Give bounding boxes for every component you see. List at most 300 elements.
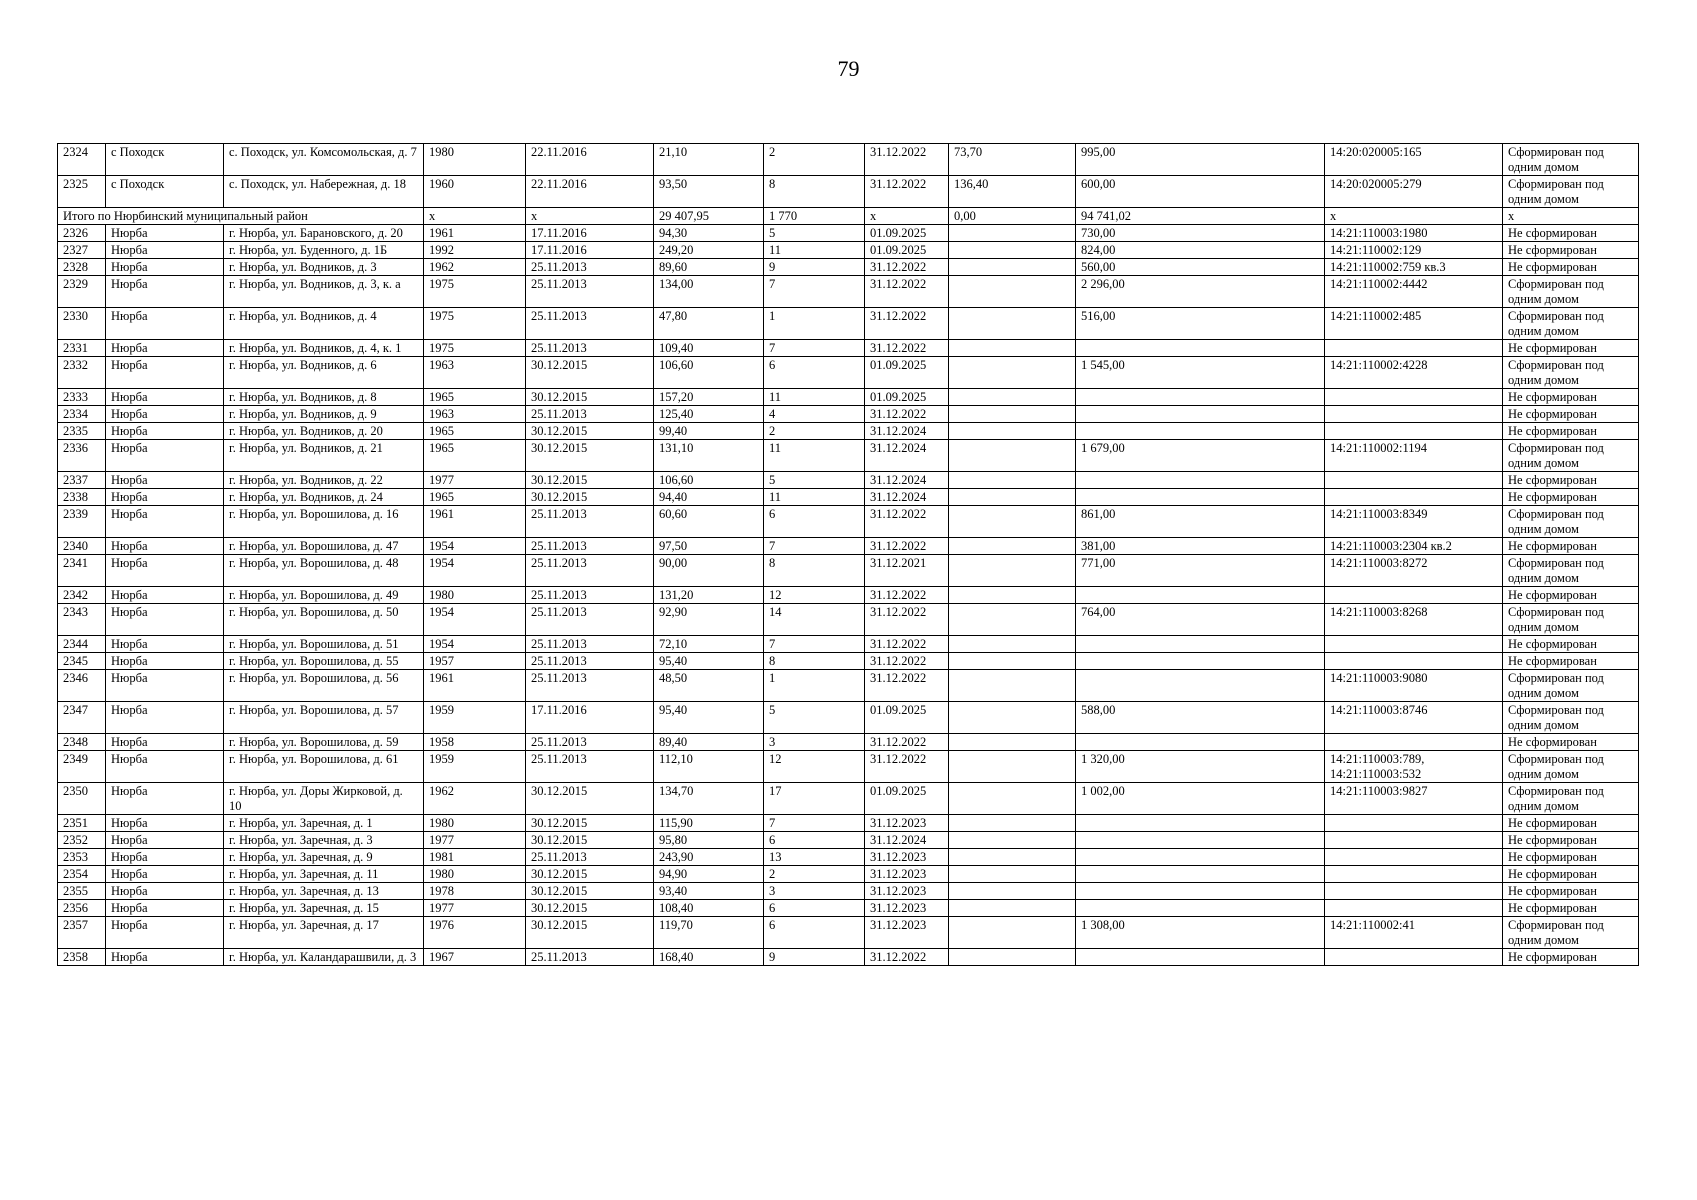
relocation-date-cell: 31.12.2024 bbox=[865, 489, 949, 506]
land-status-cell: Не сформирован bbox=[1503, 883, 1639, 900]
cadastral-number-cell bbox=[1325, 653, 1503, 670]
residents-cell: 6 bbox=[764, 917, 865, 949]
cadastral-number-cell bbox=[1325, 587, 1503, 604]
land-status-cell: Не сформирован bbox=[1503, 900, 1639, 917]
settlement-cell: Нюрба bbox=[106, 406, 224, 423]
cell-col-10: 600,00 bbox=[1076, 176, 1325, 208]
cell-col-10: 824,00 bbox=[1076, 242, 1325, 259]
residents-cell: 6 bbox=[764, 900, 865, 917]
land-status-cell: Не сформирован bbox=[1503, 340, 1639, 357]
residents-cell: 9 bbox=[764, 949, 865, 966]
area-cell: 168,40 bbox=[654, 949, 764, 966]
table-row bbox=[58, 917, 1639, 949]
area-cell: 131,10 bbox=[654, 440, 764, 472]
address-cell: г. Нюрба, ул. Водников, д. 4, к. 1 bbox=[224, 340, 424, 357]
row-number-cell: 2325 bbox=[58, 176, 106, 208]
year-built-cell: 1961 bbox=[424, 225, 526, 242]
row-number-cell: 2355 bbox=[58, 883, 106, 900]
row-number-cell: 2343 bbox=[58, 604, 106, 636]
recognition-date-cell: 25.11.2013 bbox=[526, 406, 654, 423]
total-value-cell: x bbox=[865, 208, 949, 225]
settlement-cell: Нюрба bbox=[106, 538, 224, 555]
residents-cell: 17 bbox=[764, 783, 865, 815]
area-cell: 93,40 bbox=[654, 883, 764, 900]
address-cell: г. Нюрба, ул. Водников, д. 9 bbox=[224, 406, 424, 423]
residents-cell: 1 bbox=[764, 308, 865, 340]
residents-cell: 7 bbox=[764, 815, 865, 832]
cell-col-10 bbox=[1076, 815, 1325, 832]
table-row bbox=[58, 506, 1639, 538]
land-status-cell: Сформирован под одним домом bbox=[1503, 555, 1639, 587]
cadastral-number-cell bbox=[1325, 866, 1503, 883]
residents-cell: 12 bbox=[764, 751, 865, 783]
cell-col-10 bbox=[1076, 636, 1325, 653]
area-cell: 92,90 bbox=[654, 604, 764, 636]
cadastral-number-cell bbox=[1325, 734, 1503, 751]
year-built-cell: 1954 bbox=[424, 555, 526, 587]
cell-col-9 bbox=[949, 225, 1076, 242]
residents-cell: 11 bbox=[764, 389, 865, 406]
cadastral-number-cell bbox=[1325, 406, 1503, 423]
relocation-date-cell: 31.12.2022 bbox=[865, 259, 949, 276]
residents-cell: 3 bbox=[764, 734, 865, 751]
residents-cell: 2 bbox=[764, 423, 865, 440]
area-cell: 125,40 bbox=[654, 406, 764, 423]
table-row bbox=[58, 472, 1639, 489]
year-built-cell: 1963 bbox=[424, 406, 526, 423]
row-number-cell: 2340 bbox=[58, 538, 106, 555]
residents-cell: 7 bbox=[764, 636, 865, 653]
cell-col-10: 588,00 bbox=[1076, 702, 1325, 734]
table-row bbox=[58, 225, 1639, 242]
relocation-date-cell: 01.09.2025 bbox=[865, 389, 949, 406]
row-number-cell: 2358 bbox=[58, 949, 106, 966]
cadastral-number-cell bbox=[1325, 900, 1503, 917]
land-status-cell: Не сформирован bbox=[1503, 866, 1639, 883]
residents-cell: 5 bbox=[764, 702, 865, 734]
land-status-cell: Не сформирован bbox=[1503, 949, 1639, 966]
recognition-date-cell: 25.11.2013 bbox=[526, 849, 654, 866]
address-cell: г. Нюрба, ул. Водников, д. 21 bbox=[224, 440, 424, 472]
year-built-cell: 1960 bbox=[424, 176, 526, 208]
area-cell: 157,20 bbox=[654, 389, 764, 406]
recognition-date-cell: 25.11.2013 bbox=[526, 734, 654, 751]
recognition-date-cell: 30.12.2015 bbox=[526, 472, 654, 489]
cell-col-10 bbox=[1076, 423, 1325, 440]
cadastral-number-cell bbox=[1325, 815, 1503, 832]
table-row bbox=[58, 389, 1639, 406]
cell-col-10 bbox=[1076, 587, 1325, 604]
area-cell: 249,20 bbox=[654, 242, 764, 259]
cell-col-10: 2 296,00 bbox=[1076, 276, 1325, 308]
residents-cell: 14 bbox=[764, 604, 865, 636]
cell-col-9 bbox=[949, 917, 1076, 949]
relocation-date-cell: 31.12.2024 bbox=[865, 832, 949, 849]
address-cell: г. Нюрба, ул. Водников, д. 8 bbox=[224, 389, 424, 406]
residents-cell: 13 bbox=[764, 849, 865, 866]
cadastral-number-cell bbox=[1325, 472, 1503, 489]
relocation-date-cell: 01.09.2025 bbox=[865, 702, 949, 734]
cell-col-10: 1 545,00 bbox=[1076, 357, 1325, 389]
land-status-cell: Сформирован под одним домом bbox=[1503, 783, 1639, 815]
cadastral-number-cell: 14:21:110003:9080 bbox=[1325, 670, 1503, 702]
area-cell: 106,60 bbox=[654, 472, 764, 489]
area-cell: 112,10 bbox=[654, 751, 764, 783]
area-cell: 90,00 bbox=[654, 555, 764, 587]
land-status-cell: Сформирован под одним домом bbox=[1503, 144, 1639, 176]
relocation-date-cell: 31.12.2023 bbox=[865, 883, 949, 900]
relocation-date-cell: 31.12.2023 bbox=[865, 815, 949, 832]
settlement-cell: Нюрба bbox=[106, 440, 224, 472]
settlement-cell: Нюрба bbox=[106, 242, 224, 259]
table-row bbox=[58, 440, 1639, 472]
cell-col-10 bbox=[1076, 949, 1325, 966]
settlement-cell: с Походск bbox=[106, 144, 224, 176]
recognition-date-cell: 25.11.2013 bbox=[526, 670, 654, 702]
table-row bbox=[58, 242, 1639, 259]
row-number-cell: 2324 bbox=[58, 144, 106, 176]
cell-col-10: 995,00 bbox=[1076, 144, 1325, 176]
row-number-cell: 2354 bbox=[58, 866, 106, 883]
row-number-cell: 2326 bbox=[58, 225, 106, 242]
year-built-cell: 1977 bbox=[424, 472, 526, 489]
relocation-date-cell: 31.12.2022 bbox=[865, 751, 949, 783]
cell-col-10 bbox=[1076, 849, 1325, 866]
cell-col-10: 1 679,00 bbox=[1076, 440, 1325, 472]
residents-cell: 6 bbox=[764, 506, 865, 538]
residents-cell: 7 bbox=[764, 340, 865, 357]
recognition-date-cell: 25.11.2013 bbox=[526, 653, 654, 670]
address-cell: г. Нюрба, ул. Заречная, д. 3 bbox=[224, 832, 424, 849]
recognition-date-cell: 25.11.2013 bbox=[526, 340, 654, 357]
address-cell: г. Нюрба, ул. Водников, д. 3 bbox=[224, 259, 424, 276]
cell-col-10: 861,00 bbox=[1076, 506, 1325, 538]
address-cell: г. Нюрба, ул. Барановского, д. 20 bbox=[224, 225, 424, 242]
row-number-cell: 2357 bbox=[58, 917, 106, 949]
relocation-date-cell: 31.12.2023 bbox=[865, 849, 949, 866]
table-row bbox=[58, 702, 1639, 734]
table-row bbox=[58, 555, 1639, 587]
cell-col-10: 1 002,00 bbox=[1076, 783, 1325, 815]
relocation-date-cell: 31.12.2023 bbox=[865, 900, 949, 917]
area-cell: 131,20 bbox=[654, 587, 764, 604]
total-value-cell: x bbox=[1325, 208, 1503, 225]
residents-cell: 6 bbox=[764, 357, 865, 389]
year-built-cell: 1980 bbox=[424, 144, 526, 176]
area-cell: 243,90 bbox=[654, 849, 764, 866]
settlement-cell: Нюрба bbox=[106, 506, 224, 538]
area-cell: 115,90 bbox=[654, 815, 764, 832]
address-cell: г. Нюрба, ул. Заречная, д. 17 bbox=[224, 917, 424, 949]
cell-col-10 bbox=[1076, 489, 1325, 506]
residents-cell: 6 bbox=[764, 832, 865, 849]
row-number-cell: 2352 bbox=[58, 832, 106, 849]
land-status-cell: Не сформирован bbox=[1503, 259, 1639, 276]
year-built-cell: 1963 bbox=[424, 357, 526, 389]
address-cell: г. Нюрба, ул. Заречная, д. 13 bbox=[224, 883, 424, 900]
area-cell: 93,50 bbox=[654, 176, 764, 208]
cell-col-10 bbox=[1076, 832, 1325, 849]
area-cell: 60,60 bbox=[654, 506, 764, 538]
land-status-cell: Не сформирован bbox=[1503, 636, 1639, 653]
relocation-date-cell: 31.12.2022 bbox=[865, 506, 949, 538]
area-cell: 134,00 bbox=[654, 276, 764, 308]
land-status-cell: Сформирован под одним домом bbox=[1503, 670, 1639, 702]
residents-cell: 11 bbox=[764, 242, 865, 259]
cell-col-9 bbox=[949, 276, 1076, 308]
cell-col-9 bbox=[949, 308, 1076, 340]
year-built-cell: 1976 bbox=[424, 917, 526, 949]
settlement-cell: Нюрба bbox=[106, 604, 224, 636]
settlement-cell: Нюрба bbox=[106, 489, 224, 506]
cadastral-number-cell: 14:20:020005:279 bbox=[1325, 176, 1503, 208]
year-built-cell: 1981 bbox=[424, 849, 526, 866]
address-cell: г. Нюрба, ул. Буденного, д. 1Б bbox=[224, 242, 424, 259]
table-row bbox=[58, 849, 1639, 866]
address-cell: г. Нюрба, ул. Каландарашвили, д. 3 bbox=[224, 949, 424, 966]
cell-col-9: 136,40 bbox=[949, 176, 1076, 208]
cell-col-10 bbox=[1076, 406, 1325, 423]
cell-col-9: 73,70 bbox=[949, 144, 1076, 176]
row-number-cell: 2329 bbox=[58, 276, 106, 308]
relocation-date-cell: 31.12.2022 bbox=[865, 276, 949, 308]
area-cell: 97,50 bbox=[654, 538, 764, 555]
cadastral-number-cell: 14:21:110002:41 bbox=[1325, 917, 1503, 949]
row-number-cell: 2336 bbox=[58, 440, 106, 472]
address-cell: г. Нюрба, ул. Водников, д. 24 bbox=[224, 489, 424, 506]
cell-col-9 bbox=[949, 734, 1076, 751]
table-row bbox=[58, 832, 1639, 849]
cell-col-9 bbox=[949, 670, 1076, 702]
area-cell: 47,80 bbox=[654, 308, 764, 340]
cell-col-9 bbox=[949, 949, 1076, 966]
recognition-date-cell: 25.11.2013 bbox=[526, 636, 654, 653]
settlement-cell: Нюрба bbox=[106, 900, 224, 917]
address-cell: с. Походск, ул. Набережная, д. 18 bbox=[224, 176, 424, 208]
cell-col-9 bbox=[949, 440, 1076, 472]
recognition-date-cell: 25.11.2013 bbox=[526, 276, 654, 308]
table-row bbox=[58, 340, 1639, 357]
year-built-cell: 1975 bbox=[424, 308, 526, 340]
year-built-cell: 1959 bbox=[424, 751, 526, 783]
address-cell: г. Нюрба, ул. Ворошилова, д. 47 bbox=[224, 538, 424, 555]
year-built-cell: 1965 bbox=[424, 389, 526, 406]
cell-col-9 bbox=[949, 849, 1076, 866]
residents-cell: 12 bbox=[764, 587, 865, 604]
cell-col-9 bbox=[949, 702, 1076, 734]
row-number-cell: 2330 bbox=[58, 308, 106, 340]
recognition-date-cell: 25.11.2013 bbox=[526, 555, 654, 587]
area-cell: 95,80 bbox=[654, 832, 764, 849]
recognition-date-cell: 25.11.2013 bbox=[526, 308, 654, 340]
land-status-cell: Не сформирован bbox=[1503, 406, 1639, 423]
land-status-cell: Не сформирован bbox=[1503, 587, 1639, 604]
land-status-cell: Не сформирован bbox=[1503, 849, 1639, 866]
row-number-cell: 2331 bbox=[58, 340, 106, 357]
cell-col-10: 771,00 bbox=[1076, 555, 1325, 587]
cadastral-number-cell bbox=[1325, 832, 1503, 849]
recognition-date-cell: 22.11.2016 bbox=[526, 176, 654, 208]
table-row bbox=[58, 866, 1639, 883]
year-built-cell: 1961 bbox=[424, 506, 526, 538]
cadastral-number-cell: 14:21:110003:8349 bbox=[1325, 506, 1503, 538]
recognition-date-cell: 25.11.2013 bbox=[526, 506, 654, 538]
land-status-cell: Не сформирован bbox=[1503, 489, 1639, 506]
relocation-date-cell: 31.12.2022 bbox=[865, 734, 949, 751]
total-value-cell: x bbox=[424, 208, 526, 225]
area-cell: 89,60 bbox=[654, 259, 764, 276]
cell-col-9 bbox=[949, 389, 1076, 406]
residents-cell: 8 bbox=[764, 176, 865, 208]
address-cell: г. Нюрба, ул. Ворошилова, д. 56 bbox=[224, 670, 424, 702]
recognition-date-cell: 30.12.2015 bbox=[526, 917, 654, 949]
settlement-cell: Нюрба bbox=[106, 917, 224, 949]
settlement-cell: Нюрба bbox=[106, 949, 224, 966]
settlement-cell: Нюрба bbox=[106, 308, 224, 340]
recognition-date-cell: 30.12.2015 bbox=[526, 440, 654, 472]
cell-col-10: 1 320,00 bbox=[1076, 751, 1325, 783]
year-built-cell: 1954 bbox=[424, 538, 526, 555]
recognition-date-cell: 30.12.2015 bbox=[526, 783, 654, 815]
settlement-cell: Нюрба bbox=[106, 389, 224, 406]
area-cell: 109,40 bbox=[654, 340, 764, 357]
settlement-cell: Нюрба bbox=[106, 670, 224, 702]
row-number-cell: 2342 bbox=[58, 587, 106, 604]
relocation-date-cell: 01.09.2025 bbox=[865, 225, 949, 242]
cell-col-9 bbox=[949, 604, 1076, 636]
cell-col-9 bbox=[949, 783, 1076, 815]
land-status-cell: Не сформирован bbox=[1503, 472, 1639, 489]
cadastral-number-cell: 14:21:110003:1980 bbox=[1325, 225, 1503, 242]
residents-cell: 5 bbox=[764, 225, 865, 242]
table-row bbox=[58, 308, 1639, 340]
settlement-cell: Нюрба bbox=[106, 849, 224, 866]
cell-col-9 bbox=[949, 653, 1076, 670]
land-status-cell: Не сформирован bbox=[1503, 423, 1639, 440]
settlement-cell: Нюрба bbox=[106, 636, 224, 653]
row-number-cell: 2333 bbox=[58, 389, 106, 406]
recognition-date-cell: 25.11.2013 bbox=[526, 604, 654, 636]
year-built-cell: 1965 bbox=[424, 440, 526, 472]
area-cell: 94,90 bbox=[654, 866, 764, 883]
settlement-cell: Нюрба bbox=[106, 815, 224, 832]
cadastral-number-cell bbox=[1325, 489, 1503, 506]
address-cell: г. Нюрба, ул. Водников, д. 4 bbox=[224, 308, 424, 340]
settlement-cell: Нюрба bbox=[106, 423, 224, 440]
relocation-date-cell: 31.12.2023 bbox=[865, 866, 949, 883]
recognition-date-cell: 30.12.2015 bbox=[526, 815, 654, 832]
cadastral-number-cell: 14:21:110003:789, 14:21:110003:532 bbox=[1325, 751, 1503, 783]
cadastral-number-cell: 14:21:110002:129 bbox=[1325, 242, 1503, 259]
cell-col-9 bbox=[949, 357, 1076, 389]
residents-cell: 1 bbox=[764, 670, 865, 702]
recognition-date-cell: 17.11.2016 bbox=[526, 242, 654, 259]
relocation-date-cell: 31.12.2022 bbox=[865, 949, 949, 966]
relocation-date-cell: 01.09.2025 bbox=[865, 242, 949, 259]
cell-col-10 bbox=[1076, 900, 1325, 917]
cell-col-9 bbox=[949, 815, 1076, 832]
cadastral-number-cell bbox=[1325, 636, 1503, 653]
cadastral-number-cell: 14:21:110003:8268 bbox=[1325, 604, 1503, 636]
year-built-cell: 1978 bbox=[424, 883, 526, 900]
settlement-cell: Нюрба bbox=[106, 472, 224, 489]
cadastral-number-cell bbox=[1325, 340, 1503, 357]
cadastral-number-cell bbox=[1325, 949, 1503, 966]
residents-cell: 2 bbox=[764, 866, 865, 883]
cadastral-number-cell: 14:20:020005:165 bbox=[1325, 144, 1503, 176]
address-cell: г. Нюрба, ул. Ворошилова, д. 48 bbox=[224, 555, 424, 587]
land-status-cell: Не сформирован bbox=[1503, 389, 1639, 406]
address-cell: г. Нюрба, ул. Заречная, д. 9 bbox=[224, 849, 424, 866]
land-status-cell: Сформирован под одним домом bbox=[1503, 440, 1639, 472]
row-number-cell: 2337 bbox=[58, 472, 106, 489]
row-number-cell: 2353 bbox=[58, 849, 106, 866]
residents-cell: 9 bbox=[764, 259, 865, 276]
settlement-cell: Нюрба bbox=[106, 734, 224, 751]
total-value-cell: 29 407,95 bbox=[654, 208, 764, 225]
cadastral-number-cell: 14:21:110002:4228 bbox=[1325, 357, 1503, 389]
address-cell: г. Нюрба, ул. Ворошилова, д. 55 bbox=[224, 653, 424, 670]
relocation-date-cell: 31.12.2024 bbox=[865, 423, 949, 440]
recognition-date-cell: 17.11.2016 bbox=[526, 225, 654, 242]
row-number-cell: 2356 bbox=[58, 900, 106, 917]
cell-col-9 bbox=[949, 259, 1076, 276]
area-cell: 21,10 bbox=[654, 144, 764, 176]
year-built-cell: 1954 bbox=[424, 636, 526, 653]
land-status-cell: Не сформирован bbox=[1503, 242, 1639, 259]
cadastral-number-cell: 14:21:110003:8746 bbox=[1325, 702, 1503, 734]
residents-cell: 3 bbox=[764, 883, 865, 900]
land-status-cell: Не сформирован bbox=[1503, 538, 1639, 555]
row-number-cell: 2327 bbox=[58, 242, 106, 259]
settlement-cell: Нюрба bbox=[106, 653, 224, 670]
cell-col-10: 1 308,00 bbox=[1076, 917, 1325, 949]
land-status-cell: Не сформирован bbox=[1503, 815, 1639, 832]
relocation-date-cell: 31.12.2022 bbox=[865, 340, 949, 357]
recognition-date-cell: 30.12.2015 bbox=[526, 900, 654, 917]
cadastral-number-cell bbox=[1325, 389, 1503, 406]
cell-col-10 bbox=[1076, 883, 1325, 900]
recognition-date-cell: 25.11.2013 bbox=[526, 949, 654, 966]
settlement-cell: Нюрба bbox=[106, 555, 224, 587]
cell-col-9 bbox=[949, 866, 1076, 883]
registry-body bbox=[58, 144, 1639, 966]
land-status-cell: Сформирован под одним домом bbox=[1503, 604, 1639, 636]
cell-col-10: 516,00 bbox=[1076, 308, 1325, 340]
table-row bbox=[58, 587, 1639, 604]
residents-cell: 2 bbox=[764, 144, 865, 176]
table-row bbox=[58, 815, 1639, 832]
area-cell: 95,40 bbox=[654, 702, 764, 734]
relocation-date-cell: 31.12.2021 bbox=[865, 555, 949, 587]
row-number-cell: 2350 bbox=[58, 783, 106, 815]
cell-col-9 bbox=[949, 883, 1076, 900]
year-built-cell: 1961 bbox=[424, 670, 526, 702]
relocation-date-cell: 31.12.2023 bbox=[865, 917, 949, 949]
area-cell: 94,40 bbox=[654, 489, 764, 506]
year-built-cell: 1977 bbox=[424, 832, 526, 849]
cadastral-number-cell: 14:21:110002:485 bbox=[1325, 308, 1503, 340]
table-row bbox=[58, 734, 1639, 751]
residents-cell: 8 bbox=[764, 653, 865, 670]
recognition-date-cell: 30.12.2015 bbox=[526, 423, 654, 440]
settlement-cell: Нюрба bbox=[106, 225, 224, 242]
recognition-date-cell: 30.12.2015 bbox=[526, 866, 654, 883]
address-cell: г. Нюрба, ул. Ворошилова, д. 16 bbox=[224, 506, 424, 538]
row-number-cell: 2335 bbox=[58, 423, 106, 440]
relocation-date-cell: 31.12.2022 bbox=[865, 653, 949, 670]
recognition-date-cell: 25.11.2013 bbox=[526, 751, 654, 783]
